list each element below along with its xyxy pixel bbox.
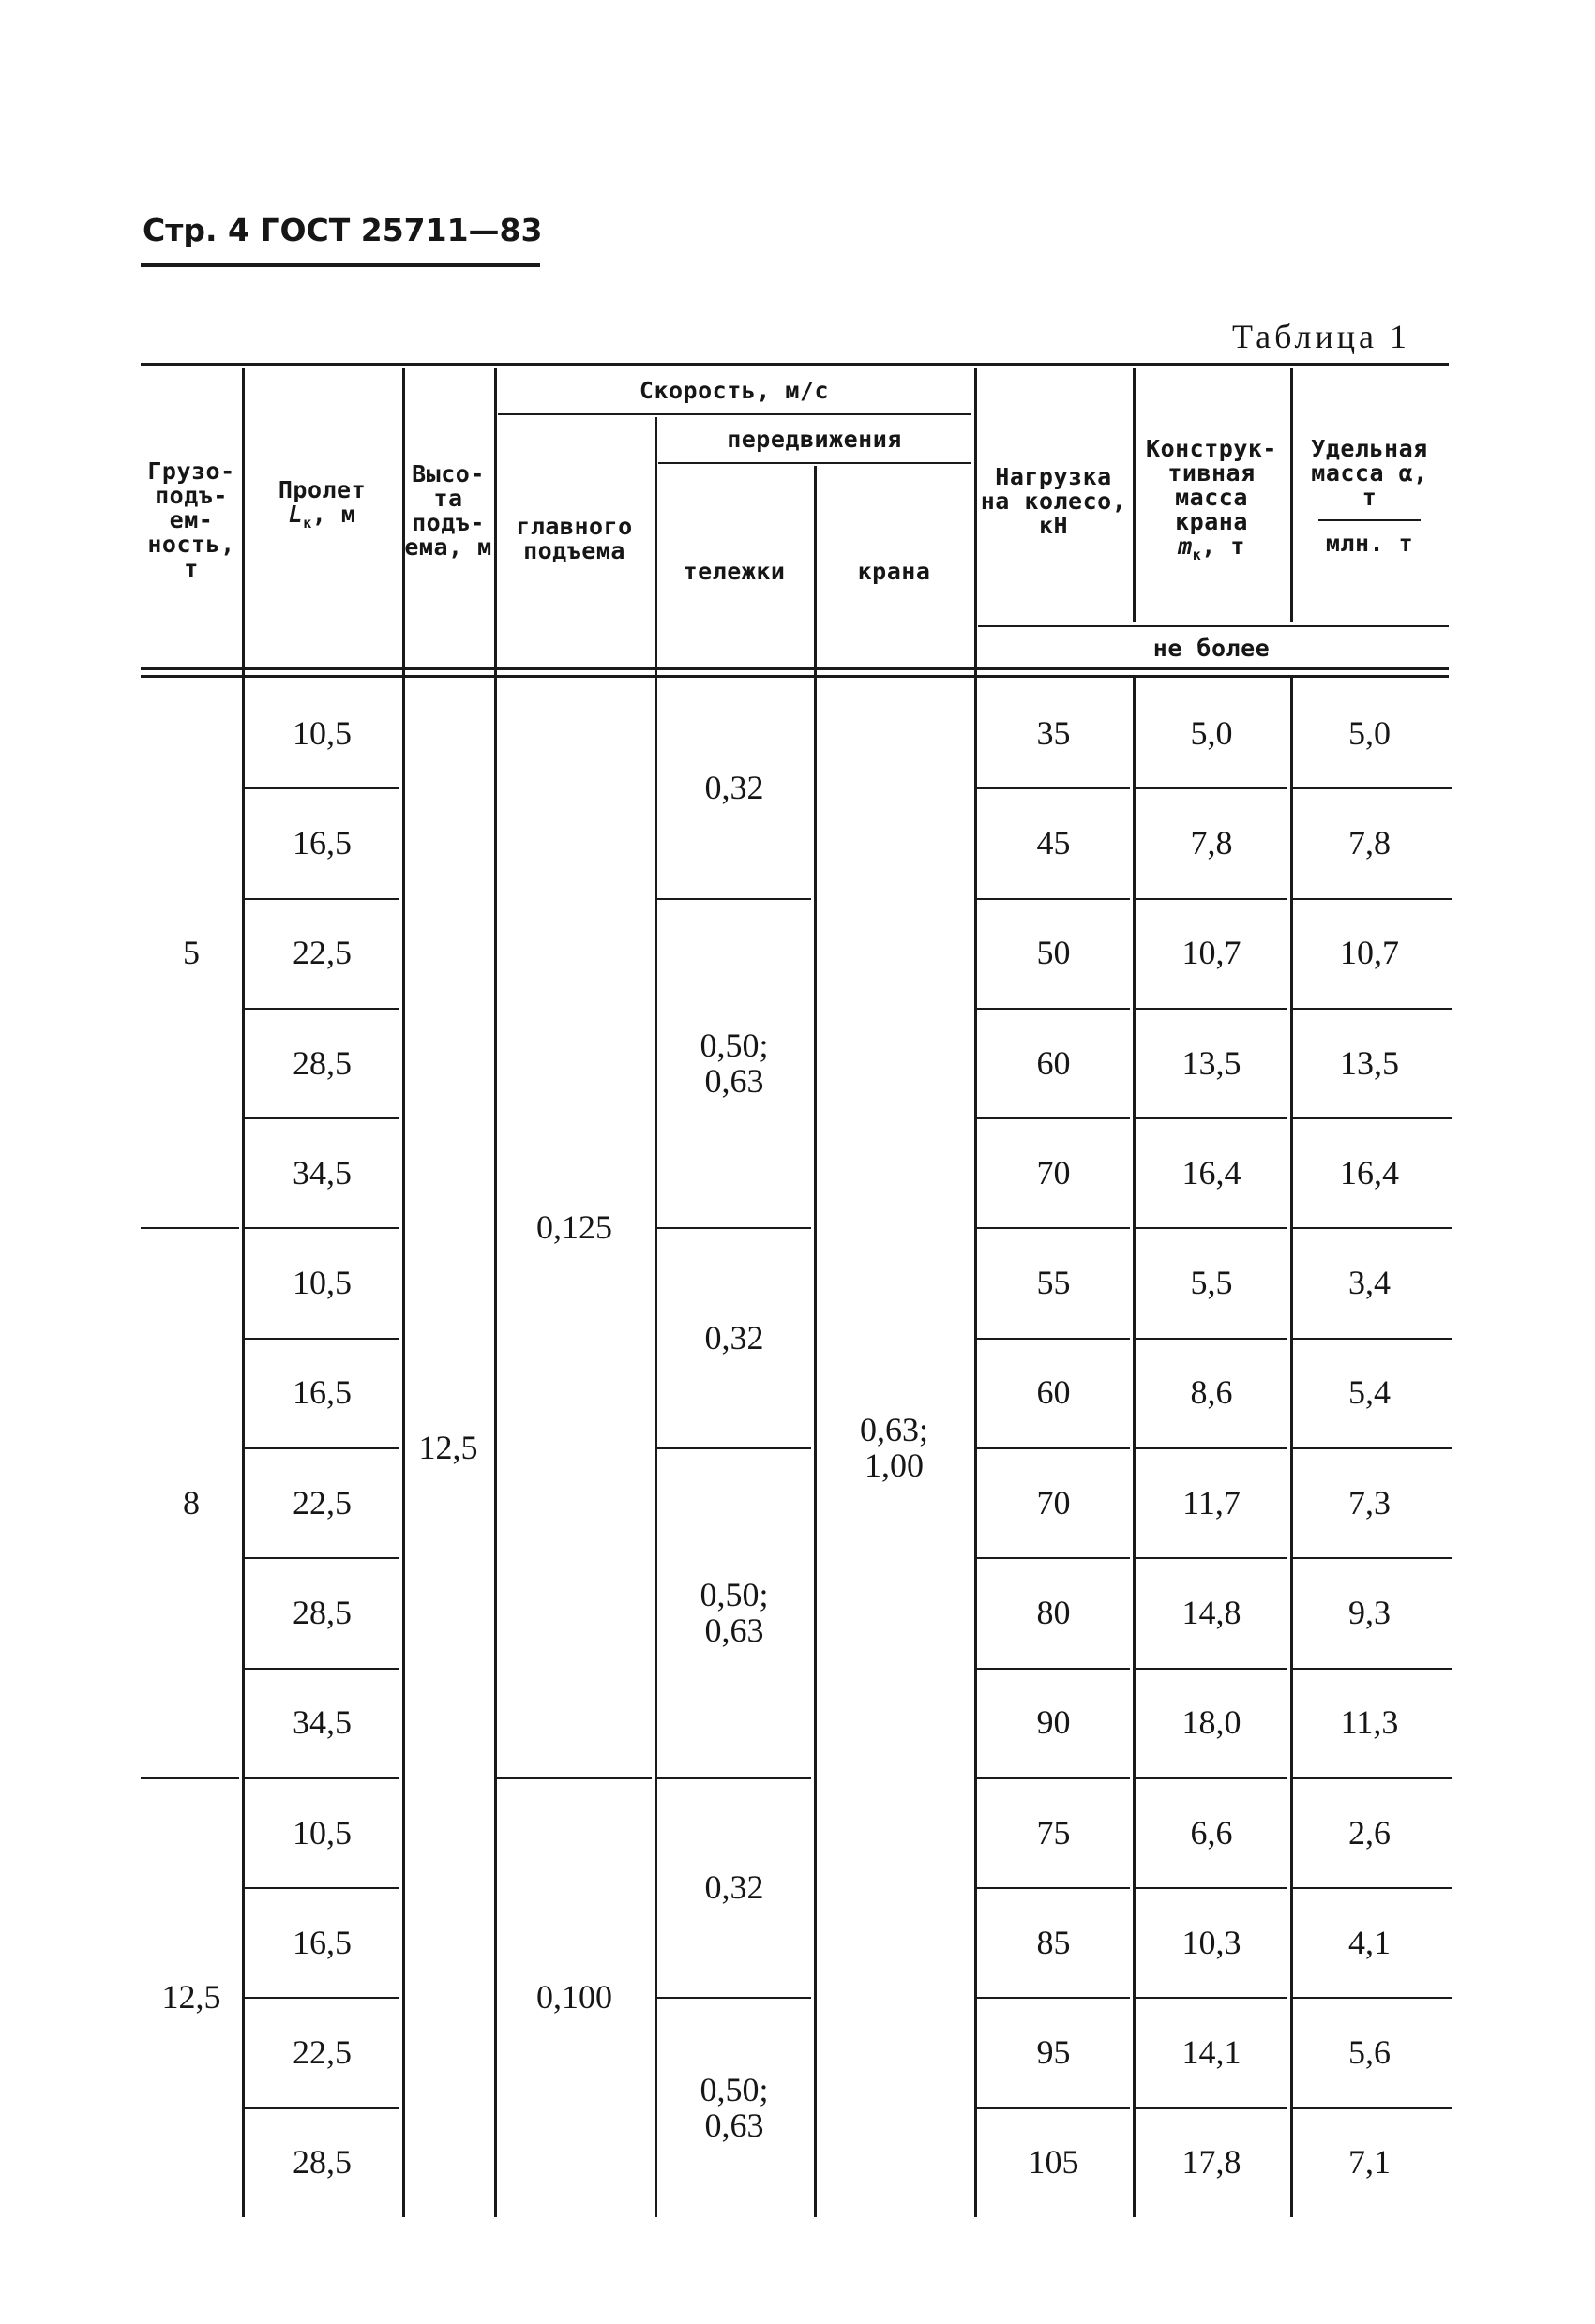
wheel-load-cell: 35 xyxy=(1036,713,1071,752)
span-cell: 22,5 xyxy=(293,1483,352,1522)
specific-mass-cell: 13,5 xyxy=(1340,1043,1399,1082)
trolley-group-rule xyxy=(657,898,811,900)
load-row-rule xyxy=(977,1338,1130,1340)
specific-mass-cell: 11,3 xyxy=(1340,1703,1399,1742)
col-line-5 xyxy=(814,466,817,2217)
mass-row-rule xyxy=(1136,898,1287,900)
span-row-rule xyxy=(245,1887,399,1889)
trolley-speed-cell: 0,50; 0,63 xyxy=(700,1575,769,1649)
crane-speed-cell: 0,63; 1,00 xyxy=(859,1411,928,1484)
header-speed-group: Скорость, м/с xyxy=(639,377,830,404)
mass-row-rule xyxy=(1136,1668,1287,1670)
mass-row-rule xyxy=(1136,1117,1287,1119)
load-row-rule xyxy=(977,1887,1130,1889)
specific-row-rule xyxy=(1293,1777,1452,1779)
crane-mass-cell: 17,8 xyxy=(1181,2143,1241,2182)
span-row-rule xyxy=(245,1117,399,1119)
wheel-load-cell: 80 xyxy=(1036,1593,1071,1631)
crane-mass-cell: 10,3 xyxy=(1181,1923,1241,1961)
capacity-cell: 8 xyxy=(183,1483,200,1522)
header-lift-height: Высо- та подъ- ема, м xyxy=(404,460,492,561)
header-travel-group: передвижения xyxy=(727,426,902,453)
span-row-rule xyxy=(245,1227,399,1229)
mass-row-rule xyxy=(1136,1227,1287,1229)
wheel-load-cell: 70 xyxy=(1036,1153,1071,1192)
wheel-load-cell: 70 xyxy=(1036,1483,1071,1522)
header-crane-mass: Конструк- тивная масса крана $m_к$, т xyxy=(1146,434,1277,563)
specific-row-rule xyxy=(1293,1447,1452,1449)
load-row-rule xyxy=(977,787,1130,789)
load-row-rule xyxy=(977,898,1130,900)
specific-row-rule xyxy=(1293,898,1452,900)
trolley-speed-cell: 0,50; 0,63 xyxy=(700,1026,769,1100)
page-header: Стр. 4 ГОСТ 25711—83 xyxy=(143,212,543,248)
capacity-cell: 5 xyxy=(183,934,200,972)
wheel-load-cell: 105 xyxy=(1028,2143,1079,2182)
crane-mass-cell: 13,5 xyxy=(1181,1043,1241,1082)
load-row-rule xyxy=(977,1227,1130,1229)
crane-mass-cell: 14,8 xyxy=(1181,1593,1241,1631)
wheel-load-cell: 75 xyxy=(1036,1813,1071,1852)
specific-mass-cell: 7,8 xyxy=(1348,823,1391,862)
specific-row-rule xyxy=(1293,1338,1452,1340)
specific-mass-cell: 5,0 xyxy=(1348,713,1391,752)
span-cell: 28,5 xyxy=(293,2143,352,2182)
crane-mass-cell: 5,0 xyxy=(1190,713,1233,752)
specific-mass-cell: 2,6 xyxy=(1348,1813,1391,1852)
crane-mass-cell: 11,7 xyxy=(1182,1483,1241,1522)
specific-row-rule xyxy=(1293,1557,1452,1559)
capacity-cell: 12,5 xyxy=(161,1978,221,2017)
table-top-rule xyxy=(141,363,1449,366)
span-cell: 34,5 xyxy=(293,1153,352,1192)
load-row-rule xyxy=(977,1668,1130,1670)
span-cell: 28,5 xyxy=(293,1593,352,1631)
specific-mass-cell: 10,7 xyxy=(1340,934,1399,972)
header-specific-mass-denominator: млн. т xyxy=(1325,530,1414,557)
specific-row-rule xyxy=(1293,1008,1452,1010)
mass-row-rule xyxy=(1136,1557,1287,1559)
span-row-rule xyxy=(245,2107,399,2109)
specific-mass-cell: 5,6 xyxy=(1348,2033,1391,2072)
span-cell: 10,5 xyxy=(293,1264,352,1302)
specific-mass-cell: 3,4 xyxy=(1348,1264,1391,1302)
header-limit-note: не более xyxy=(1152,635,1271,662)
mass-row-rule xyxy=(1136,1447,1287,1449)
capacity-group-rule xyxy=(141,1227,239,1229)
span-row-rule xyxy=(245,1557,399,1559)
specific-mass-cell: 9,3 xyxy=(1348,1593,1391,1631)
trolley-group-rule xyxy=(657,1227,811,1229)
mass-row-rule xyxy=(1136,787,1287,789)
specific-row-rule xyxy=(1293,1117,1452,1119)
specific-row-rule xyxy=(1293,2107,1452,2109)
specific-row-rule xyxy=(1293,1997,1452,1999)
load-row-rule xyxy=(977,1777,1130,1779)
span-cell: 16,5 xyxy=(293,1373,352,1412)
trolley-speed-cell: 0,50; 0,63 xyxy=(700,2070,769,2144)
table-caption: Таблица 1 xyxy=(1232,318,1410,355)
span-row-rule xyxy=(245,1008,399,1010)
col-line-4 xyxy=(655,417,657,2217)
specific-row-rule xyxy=(1293,1668,1452,1670)
load-row-rule xyxy=(977,1117,1130,1119)
lift-height-cell: 12,5 xyxy=(418,1429,478,1466)
span-cell: 16,5 xyxy=(293,1923,352,1961)
trolley-speed-cell: 0,32 xyxy=(704,1318,764,1357)
wheel-load-cell: 90 xyxy=(1036,1703,1071,1742)
header-span: Пролет $L_к$, м xyxy=(278,475,367,532)
span-row-rule xyxy=(245,1668,399,1670)
crane-mass-cell: 14,1 xyxy=(1181,2033,1241,2072)
load-row-rule xyxy=(977,2107,1130,2109)
travel-group-rule xyxy=(658,462,971,464)
mass-row-rule xyxy=(1136,1777,1287,1779)
crane-mass-cell: 16,4 xyxy=(1181,1153,1241,1192)
crane-mass-cell: 5,5 xyxy=(1190,1264,1233,1302)
crane-mass-cell: 6,6 xyxy=(1190,1813,1233,1852)
span-row-rule xyxy=(245,1338,399,1340)
load-row-rule xyxy=(977,1008,1130,1010)
crane-mass-cell: 8,6 xyxy=(1190,1373,1233,1412)
trolley-group-rule xyxy=(657,1447,811,1449)
header-capacity: Грузо- подъ- ем- ность, т xyxy=(147,457,235,582)
main-lift-group-rule xyxy=(497,1777,652,1779)
specific-mass-cell: 4,1 xyxy=(1348,1923,1391,1961)
header-double-rule-2 xyxy=(141,675,1449,678)
header-trolley: тележки xyxy=(683,558,786,585)
specific-mass-cell: 5,4 xyxy=(1348,1373,1391,1412)
mass-row-rule xyxy=(1136,1887,1287,1889)
main-lift-speed-cell: 0,100 xyxy=(536,1978,612,2017)
mass-row-rule xyxy=(1136,1997,1287,1999)
wheel-load-cell: 85 xyxy=(1036,1923,1071,1961)
span-row-rule xyxy=(245,1997,399,1999)
span-cell: 22,5 xyxy=(293,934,352,972)
load-row-rule xyxy=(977,1997,1130,1999)
specific-mass-cell: 7,3 xyxy=(1348,1483,1391,1522)
load-row-rule xyxy=(977,1447,1130,1449)
limit-note-rule xyxy=(978,625,1449,627)
span-row-rule xyxy=(245,898,399,900)
speed-group-rule xyxy=(498,413,971,415)
specific-row-rule xyxy=(1293,787,1452,789)
mass-row-rule xyxy=(1136,1338,1287,1340)
header-wheel-load: Нагрузка на колесо, кН xyxy=(980,463,1127,539)
load-row-rule xyxy=(977,1557,1130,1559)
specific-row-rule xyxy=(1293,1227,1452,1229)
wheel-load-cell: 60 xyxy=(1036,1043,1071,1082)
crane-mass-cell: 18,0 xyxy=(1181,1703,1241,1742)
wheel-load-cell: 45 xyxy=(1036,823,1071,862)
main-lift-speed-cell: 0,125 xyxy=(536,1208,612,1247)
wheel-load-cell: 95 xyxy=(1036,2033,1071,2072)
trolley-speed-cell: 0,32 xyxy=(704,769,764,807)
capacity-group-rule xyxy=(141,1777,239,1779)
header-specific-mass: Удельная масса α, т xyxy=(1311,435,1428,511)
trolley-group-rule xyxy=(657,1997,811,1999)
header-underline xyxy=(141,263,540,267)
span-cell: 28,5 xyxy=(293,1043,352,1082)
wheel-load-cell: 50 xyxy=(1036,934,1071,972)
col-line-2 xyxy=(402,368,405,2217)
specific-row-rule xyxy=(1293,1887,1452,1889)
span-cell: 22,5 xyxy=(293,2033,352,2072)
mass-row-rule xyxy=(1136,1008,1287,1010)
wheel-load-cell: 60 xyxy=(1036,1373,1071,1412)
header-main-lift: главного подъема xyxy=(516,513,633,564)
wheel-load-cell: 55 xyxy=(1036,1264,1071,1302)
crane-mass-cell: 7,8 xyxy=(1190,823,1233,862)
span-cell: 16,5 xyxy=(293,823,352,862)
trolley-group-rule xyxy=(657,1777,811,1779)
header-double-rule-1 xyxy=(141,667,1449,670)
span-cell: 34,5 xyxy=(293,1703,352,1742)
span-cell: 10,5 xyxy=(293,1813,352,1852)
span-row-rule xyxy=(245,1777,399,1779)
col-line-3 xyxy=(494,368,497,2217)
specific-mass-fraction-bar xyxy=(1318,519,1421,521)
crane-mass-cell: 10,7 xyxy=(1181,934,1241,972)
specific-mass-cell: 16,4 xyxy=(1340,1153,1399,1192)
span-row-rule xyxy=(245,1447,399,1449)
span-cell: 10,5 xyxy=(293,713,352,752)
trolley-speed-cell: 0,32 xyxy=(704,1868,764,1907)
specific-mass-cell: 7,1 xyxy=(1348,2143,1391,2182)
mass-row-rule xyxy=(1136,2107,1287,2109)
span-row-rule xyxy=(245,787,399,789)
header-crane: крана xyxy=(857,558,931,585)
